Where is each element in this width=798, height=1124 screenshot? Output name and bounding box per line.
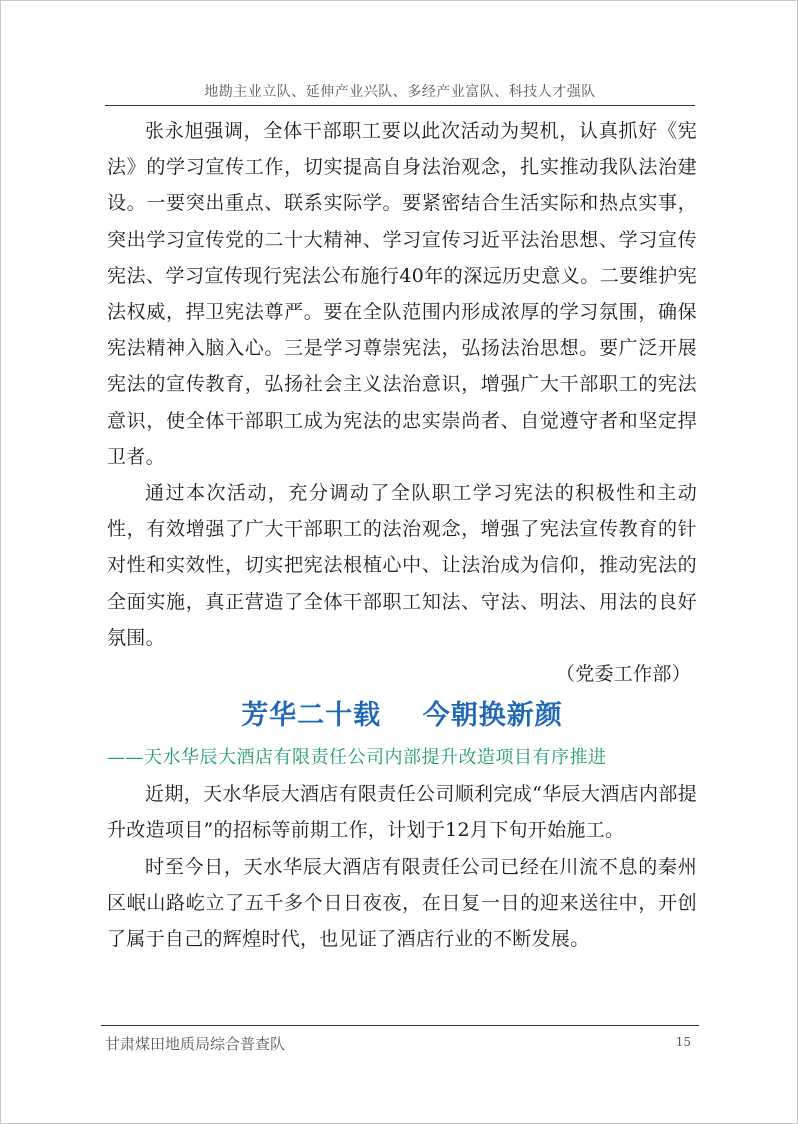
body-paragraph: 张永旭强调，全体干部职工要以此次活动为契机，认真抓好《宪法》的学习宣传工作，切实提高自身法治观念，扎实推动我队法治建设。一要突出重点、联系实际学。要紧密结合生活实际和热点实事，突出学习宣传党的二十大精神、学习宣传习近平法治思想、学习宣传宪法、学习宣传现行宪法公布施行40年的深远历史意义。二要维护宪法权威，捍卫宪法尊严。要在全队范围内形成浓厚的学习氛围，确保宪法精神入脑入心。三是学习尊崇宪法，弘扬法治思想。要广泛开展宪法的宣传教育，弘扬社会主义法治意识，增强广大干部职工的宪法意识，使全体干部职工成为宪法的忠实崇尚者、自觉遵守者和坚定捍卫者。 (107, 120, 697, 468)
footer-divider (101, 1025, 699, 1026)
header-divider (105, 105, 695, 106)
body-paragraph: 通过本次活动，充分调动了全队职工学习宪法的积极性和主动性，有效增强了广大干部职工的法治观念，增强了宪法宣传教育的针对性和实效性，切实把宪法根植心中、让法治成为信仰，推动宪法的全面实施，真正营造了全体干部职工知法、守法、明法、用法的良好氛围。 (107, 482, 697, 649)
footer-organization: 甘肃煤田地质局综合普查队 (105, 1035, 286, 1053)
article-title: 芳华二十载 今朝换新颜 (241, 700, 563, 732)
author-signature: （党委工作部） (555, 663, 691, 686)
page-number: 15 (675, 1035, 691, 1049)
article-paragraph: 近期，天水华辰大酒店有限责任公司顺利完成“华辰大酒店内部提升改造项目”的招标等前期工作，计划于12月下旬开始施工。 (107, 783, 697, 842)
page-content (107, 113, 697, 957)
article-subtitle: ——天水华辰大酒店有限责任公司内部提升改造项目有序推进 (107, 747, 607, 769)
article-paragraph: 时至今日，天水华辰大酒店有限责任公司已经在川流不息的秦州区岷山路屹立了五千多个日日夜夜，在日复一日的迎来送往中，开创了属于自己的辉煌时代，也见证了酒店行业的不断发展。 (107, 855, 697, 951)
running-header: 地勘主业立队、延伸产业兴队、多经产业富队、科技人才强队 (204, 84, 596, 100)
